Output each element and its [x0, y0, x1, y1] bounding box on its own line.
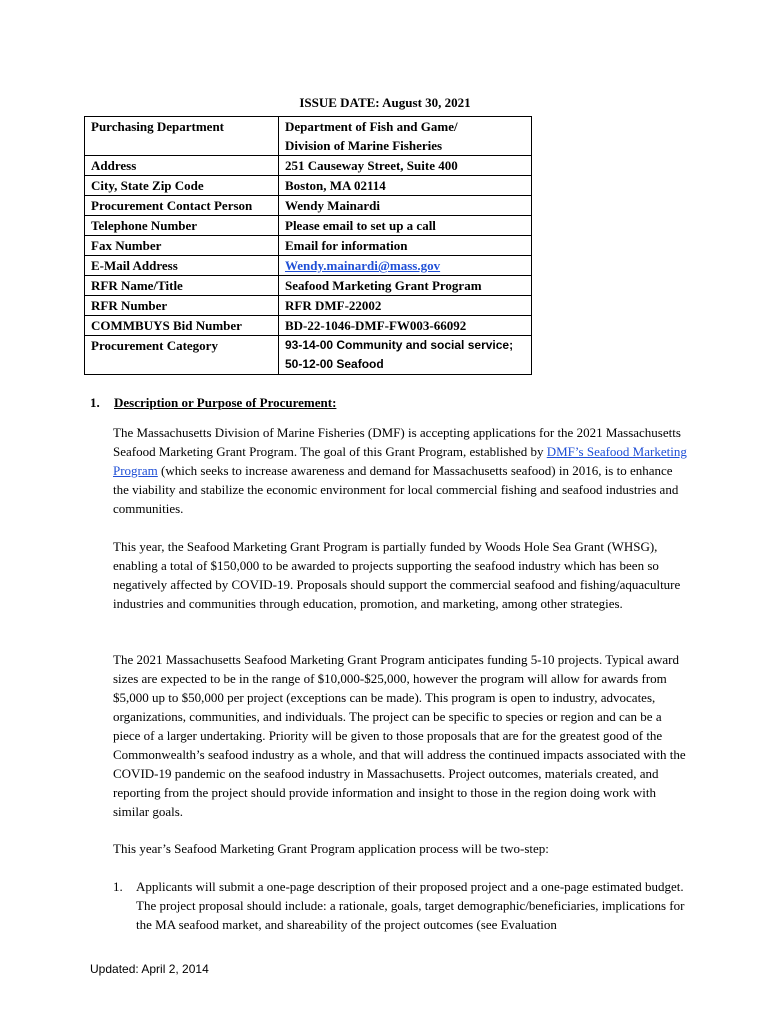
table-row — [85, 156, 532, 176]
table-row — [85, 276, 532, 296]
row-label: E-Mail Address — [85, 256, 279, 276]
row-value: Boston, MA 02114 — [279, 176, 532, 196]
table-row — [85, 336, 532, 375]
row-label: Purchasing Department — [85, 117, 279, 156]
row-label: City, State Zip Code — [85, 176, 279, 196]
value-line: 93-14-00 Community and social service; — [285, 338, 514, 352]
row-label: RFR Name/Title — [85, 276, 279, 296]
row-value: RFR DMF-22002 — [279, 296, 532, 316]
section-number: 1. — [90, 395, 100, 410]
value-line: 50-12-00 Seafood — [285, 357, 384, 371]
row-label: Telephone Number — [85, 216, 279, 236]
row-value: Please email to set up a call — [279, 216, 532, 236]
row-value — [279, 256, 532, 276]
row-value — [279, 117, 532, 156]
row-label: Procurement Category — [85, 336, 279, 375]
table-row — [85, 117, 532, 156]
paragraph-4: This year’s Seafood Marketing Grant Program application process will be two-step: — [113, 841, 549, 856]
paragraph-text: (which seeks to increase awareness and demand for Massachusetts seafood) in 2016, is to enhance the viability and stabilize the economic environment for local commercial fishing and seafood industries and communities. — [113, 463, 679, 516]
list-number: 1. — [113, 879, 123, 894]
row-value: Wendy Mainardi — [279, 196, 532, 216]
paragraph-3: The 2021 Massachusetts Seafood Marketing Grant Program anticipates funding 5-10 projects. Typical award sizes are expected to be in the range of $10,000-$25,000, however the program will allow for awards from $5,000 up to $50,000 per project (exceptions can be made). This program is open to industry, advocates, organizations, communities, and individuals. The project can be specific to species or region and can be a piece of a larger undertaking. Priority will be given to those proposals that are for the greatest good of the Commonwealth’s seafood industry as a whole, and that will address the continued impacts associated with the COVID-19 pandemic on the seafood industry in Massachusetts. Project outcomes, materials created, and reporting from the project should provide information and insight to those in the region doing work with similar goals. — [113, 652, 686, 819]
row-label: COMMBUYS Bid Number — [85, 316, 279, 336]
email-link[interactable]: Wendy.mainardi@mass.gov — [285, 258, 441, 273]
paragraph-2: This year, the Seafood Marketing Grant Program is partially funded by Woods Hole Sea Grant (WHSG), enabling a total of $150,000 to be awarded to projects supporting the seafood industry which has been so negatively affected by COVID-19. Proposals should support the commercial seafood and fishing/aquaculture industries and communities through education, promotion, and marketing, among other strategies. — [113, 539, 681, 611]
table-row — [85, 236, 532, 256]
table-row — [85, 296, 532, 316]
table-row — [85, 216, 532, 236]
row-value: Email for information — [279, 236, 532, 256]
table-row — [85, 256, 532, 276]
row-label: Fax Number — [85, 236, 279, 256]
table-row — [85, 316, 532, 336]
row-value — [279, 336, 532, 375]
row-label: Address — [85, 156, 279, 176]
issue-date: ISSUE DATE: August 30, 2021 — [299, 95, 471, 110]
section-title: Description or Purpose of Procurement: — [114, 395, 337, 410]
table-row — [85, 196, 532, 216]
section-heading — [90, 395, 336, 411]
seafood-marketing-program-link[interactable]: DMF’s Seafood Marketing Program — [113, 444, 687, 478]
footer-updated: Updated: April 2, 2014 — [90, 962, 209, 976]
row-value: Seafood Marketing Grant Program — [279, 276, 532, 296]
list-text: Applicants will submit a one-page description of their proposed project and a one-page estimated budget. The project proposal should include: a rationale, goals, target demographic/beneficiaries, implications for the MA seafood market, and shareability of the project outcomes (see Evaluation — [136, 879, 685, 932]
value-line: Department of Fish and Game/ — [285, 119, 458, 134]
procurement-info-table — [84, 116, 532, 375]
row-label: RFR Number — [85, 296, 279, 316]
row-label: Procurement Contact Person — [85, 196, 279, 216]
paragraph-1 — [113, 423, 688, 518]
row-value: 251 Causeway Street, Suite 400 — [279, 156, 532, 176]
list-item — [113, 877, 688, 934]
value-line: Division of Marine Fisheries — [285, 138, 443, 153]
row-value: BD-22-1046-DMF-FW003-66092 — [279, 316, 532, 336]
paragraph-text: The Massachusetts Division of Marine Fisheries (DMF) is accepting applications for the 2021 Massachusetts Seafood Marketing Grant Program. The goal of this Grant Program, established by — [113, 425, 681, 459]
table-row — [85, 176, 532, 196]
